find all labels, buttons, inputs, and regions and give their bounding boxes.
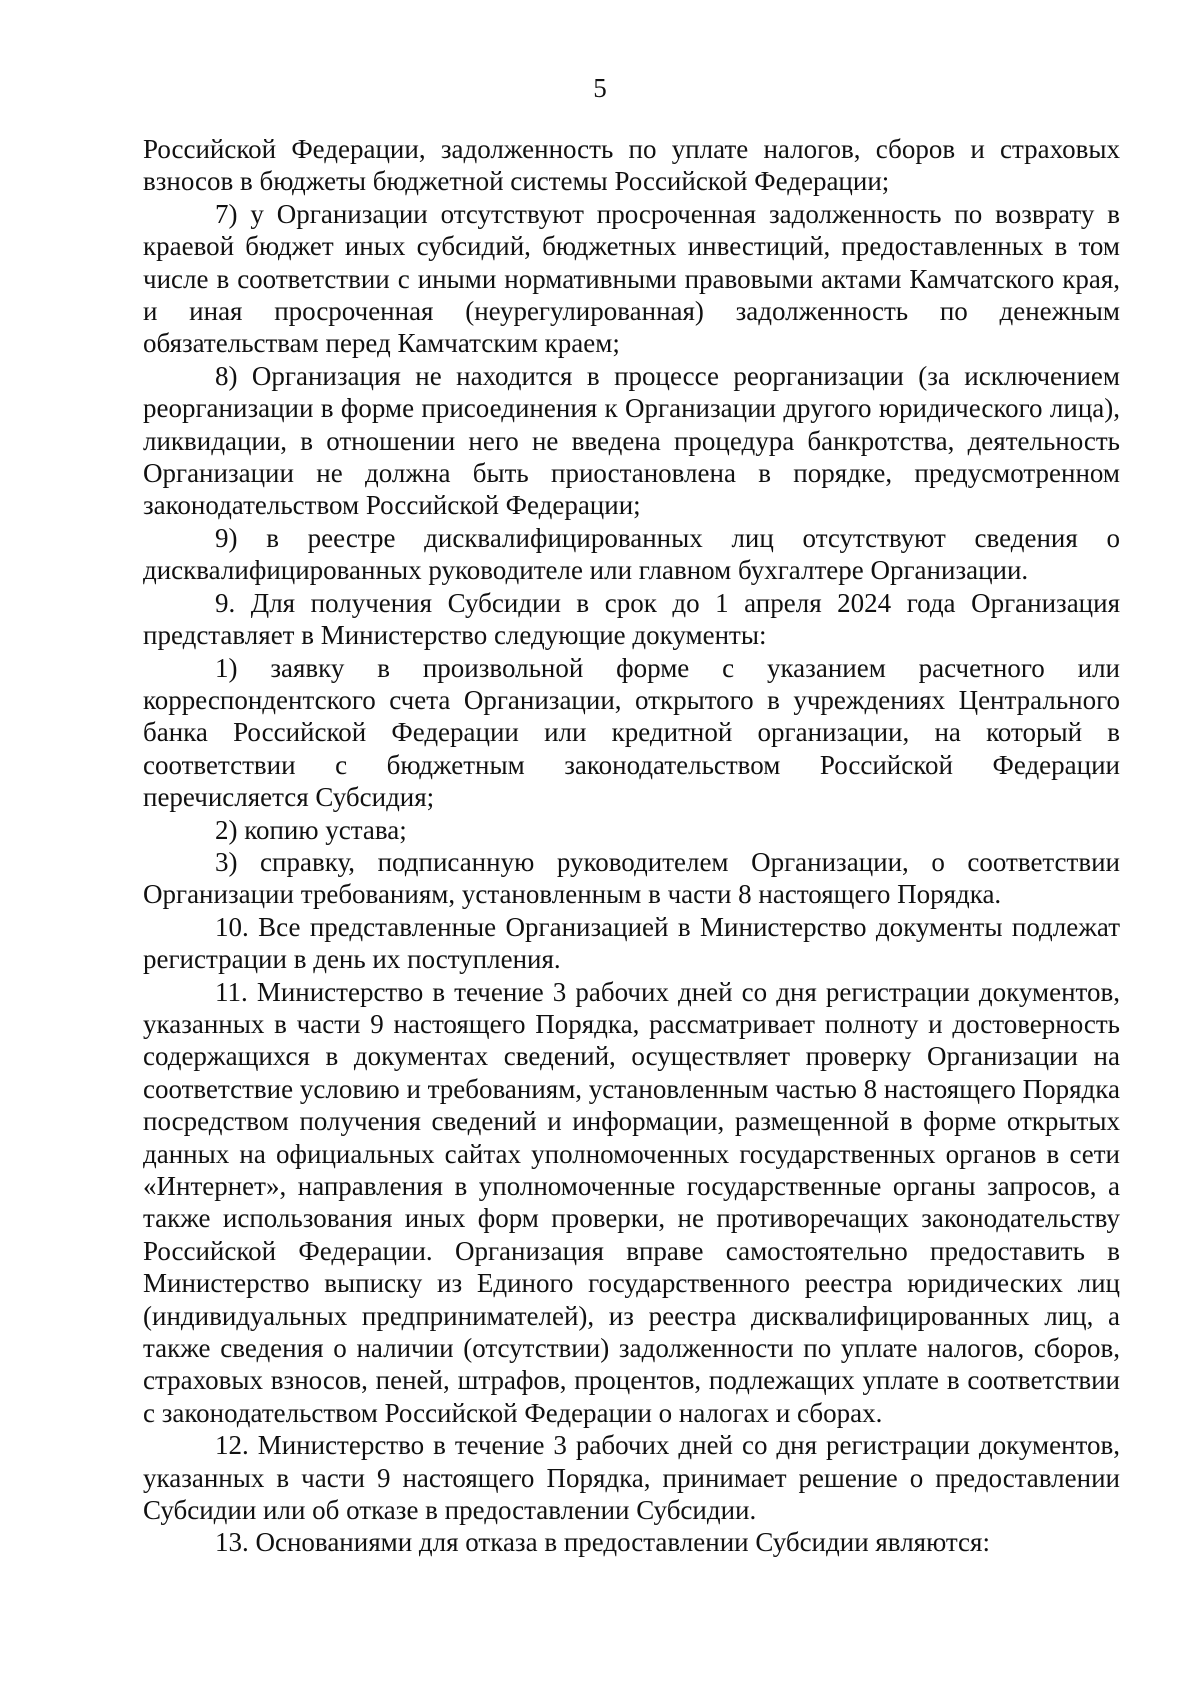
- paragraph: 2) копию устава;: [215, 814, 407, 845]
- paragraph: 8) Организация не находится в процессе реорганизации (за исключением реорганизации в форме присоединения к Организации другого юридического лица), ликвидации, в отношении него не введена процедура банкротства, деятельность Организации не должна быть приостановлена в порядке, предусмотренном законодательством Российской Федерации;: [143, 360, 1120, 521]
- document-body: [143, 133, 1120, 1559]
- page-number: 5: [593, 73, 607, 103]
- paragraph: 3) справку, подписанную руководителем Организации, о соответствии Организации требованиям, установленным в части 8 настоящего Порядка.: [143, 846, 1120, 910]
- paragraph: Российской Федерации, задолженность по уплате налогов, сборов и страховых взносов в бюджеты бюджетной системы Российской Федерации;: [143, 134, 1120, 197]
- paragraph: 13. Основаниями для отказа в предоставлении Субсидии являются:: [215, 1527, 990, 1558]
- paragraph: 1) заявку в произвольной форме с указанием расчетного или корреспондентского счета Организации, открытого в учреждениях Центрального банка Российской Федерации или кредитной организации, на который в соответствии с бюджетным законодательством Российской Федерации перечисляется Субсидия;: [143, 652, 1120, 813]
- paragraph: 10. Все представленные Организацией в Министерство документы подлежат регистрации в день их поступления.: [143, 911, 1120, 975]
- paragraph: 7) у Организации отсутствуют просроченная задолженность по возврату в краевой бюджет иных субсидий, бюджетных инвестиций, предоставленных в том числе в соответствии с иными нормативными правовыми актами Камчатского края, и иная просроченная (неурегулированная) задолженность по денежным обязательствам перед Камчатским краем;: [143, 198, 1120, 359]
- paragraph: 9) в реестре дисквалифицированных лиц отсутствуют сведения о дисквалифицированных руководителе или главном бухгалтере Организации.: [143, 522, 1120, 586]
- paragraph: 9. Для получения Субсидии в срок до 1 апреля 2024 года Организация представляет в Министерство следующие документы:: [143, 587, 1120, 651]
- paragraph: 11. Министерство в течение 3 рабочих дней со дня регистрации документов, указанных в части 9 настоящего Порядка, рассматривает полноту и достоверность содержащихся в документах сведений, осуществляет проверку Организации на соответствие условию и требованиям, установленным частью 8 настоящего Порядка посредством получения сведений и информации, размещенной в форме открытых данных на официальных сайтах уполномоченных государственных органов в сети «Интернет», направления в уполномоченные государственные органы запросов, а также использования иных форм проверки, не противоречащих законодательству Российской Федерации. Организация вправе самостоятельно предоставить в Министерство выписку из Единого государственного реестра юридических лиц (индивидуальных предпринимателей), из реестра дисквалифицированных лиц, а также сведения о наличии (отсутствии) задолженности по уплате налогов, сборов, страховых взносов, пеней, штрафов, процентов, подлежащих уплате в соответствии с законодательством Российской Федерации о налогах и сборах.: [143, 976, 1120, 1428]
- paragraph: 12. Министерство в течение 3 рабочих дней со дня регистрации документов, указанных в части 9 настоящего Порядка, принимает решение о предоставлении Субсидии или об отказе в предоставлении Субсидии.: [143, 1430, 1120, 1526]
